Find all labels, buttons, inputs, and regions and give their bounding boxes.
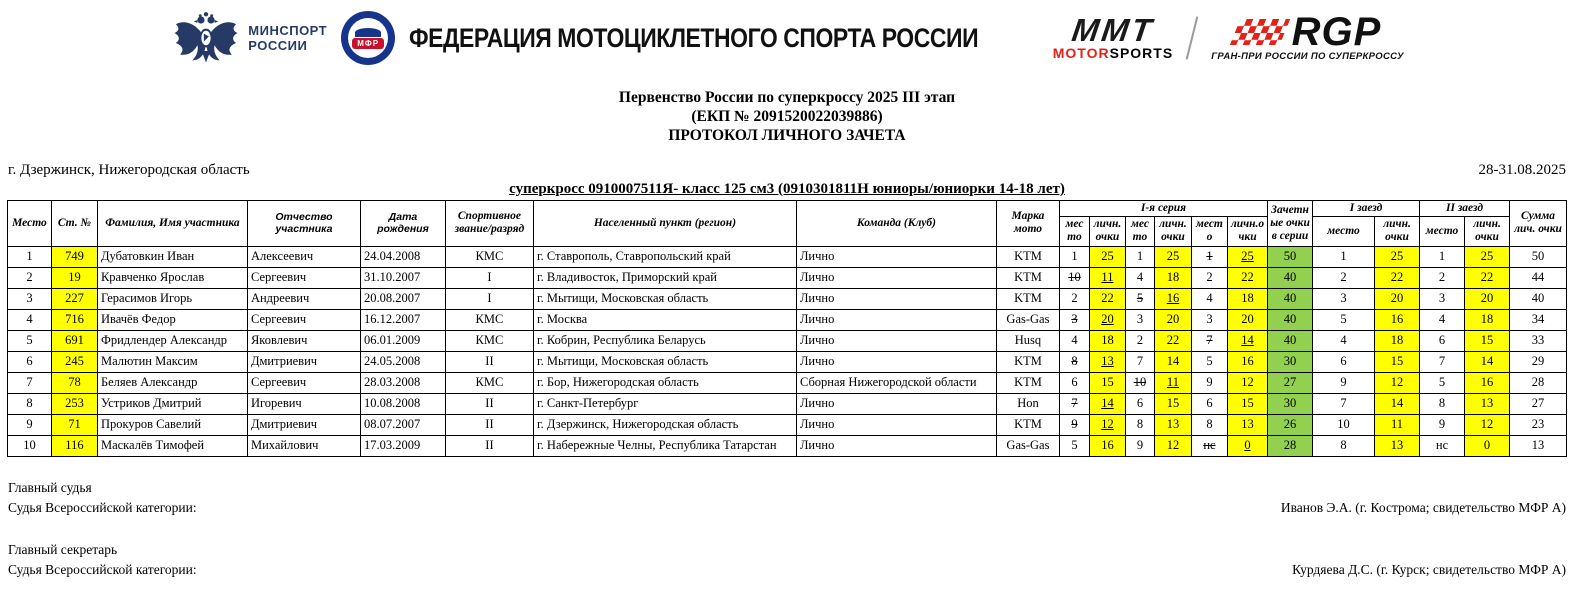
judge-category: Судья Всероссийской категории:	[8, 499, 197, 515]
cell-patronymic: Михайлович	[247, 435, 360, 456]
col-city: Населенный пункт (регион)	[533, 201, 796, 247]
table-header	[7, 201, 1566, 247]
table-row	[7, 351, 1566, 372]
col-heat3-points: личн.очки	[1227, 217, 1267, 246]
cell-race2-points: 25	[1465, 246, 1510, 267]
cell-heat2-place: 6	[1125, 393, 1154, 414]
cell-team: Лично	[796, 351, 996, 372]
cell-race1-place: 4	[1313, 330, 1375, 351]
cell-name: Малютин Максим	[97, 351, 247, 372]
cell-series-points: 40	[1268, 267, 1313, 288]
cell-heat2-points: 22	[1154, 330, 1191, 351]
col-start-number: Ст. №	[51, 201, 97, 247]
col-heat2-points: личн. очки	[1154, 217, 1191, 246]
cell-heat1-points: 13	[1089, 351, 1125, 372]
cell-birthdate: 24.05.2008	[360, 351, 445, 372]
results-tbody	[7, 246, 1566, 456]
cell-moto: Gas-Gas	[996, 435, 1059, 456]
cell-race2-points: 0	[1465, 435, 1510, 456]
cell-name: Устриков Дмитрий	[97, 393, 247, 414]
col-rank: Спортивное звание/разряд	[445, 201, 533, 247]
cell-start-number: 227	[51, 288, 97, 309]
cell-race2-points: 16	[1465, 372, 1510, 393]
cell-heat3-place: 9	[1191, 372, 1227, 393]
cell-heat1-points: 11	[1089, 267, 1125, 288]
cell-heat2-points: 15	[1154, 393, 1191, 414]
cell-heat2-points: 13	[1154, 414, 1191, 435]
cell-heat1-place: 10	[1059, 267, 1089, 288]
cell-heat3-place: 2	[1191, 267, 1227, 288]
cell-city: г. Мытищи, Московская область	[533, 288, 796, 309]
cell-heat2-points: 14	[1154, 351, 1191, 372]
cell-team: Лично	[796, 414, 996, 435]
cell-patronymic: Дмитриевич	[247, 414, 360, 435]
cell-race2-place: 9	[1420, 414, 1465, 435]
col-team: Команда (Клуб)	[796, 201, 996, 247]
cell-heat2-place: 4	[1125, 267, 1154, 288]
cell-name: Маскалёв Тимофей	[97, 435, 247, 456]
cell-heat3-place: 6	[1191, 393, 1227, 414]
cell-heat2-place: 8	[1125, 414, 1154, 435]
cell-place: 4	[7, 309, 51, 330]
cell-heat1-points: 15	[1089, 372, 1125, 393]
cell-city: г. Набережные Челны, Республика Татарстан	[533, 435, 796, 456]
cell-patronymic: Сергеевич	[247, 372, 360, 393]
cell-heat3-points: 16	[1227, 351, 1267, 372]
cell-race1-points: 13	[1375, 435, 1420, 456]
cell-birthdate: 24.04.2008	[360, 246, 445, 267]
cell-place: 10	[7, 435, 51, 456]
logo-divider	[1186, 16, 1199, 59]
cell-heat1-place: 5	[1059, 435, 1089, 456]
cell-heat3-points: 13	[1227, 414, 1267, 435]
document-title-block	[0, 88, 1574, 145]
cell-race1-place: 3	[1313, 288, 1375, 309]
cell-heat3-place: 7	[1191, 330, 1227, 351]
cell-series-points: 30	[1268, 393, 1313, 414]
cell-race2-place: 7	[1420, 351, 1465, 372]
cell-race1-place: 10	[1313, 414, 1375, 435]
cell-heat3-place: нс	[1191, 435, 1227, 456]
minsport-wordmark: МИНСПОРТ РОССИИ	[248, 23, 328, 53]
cell-heat2-points: 12	[1154, 435, 1191, 456]
col-place: Место	[7, 201, 51, 247]
cell-race2-place: 1	[1420, 246, 1465, 267]
cell-birthdate: 16.12.2007	[360, 309, 445, 330]
cell-name: Беляев Александр	[97, 372, 247, 393]
cell-race1-points: 20	[1375, 288, 1420, 309]
cell-birthdate: 08.07.2007	[360, 414, 445, 435]
cell-total-points: 13	[1510, 435, 1567, 456]
cell-series-points: 40	[1268, 309, 1313, 330]
cell-total-points: 29	[1510, 351, 1567, 372]
table-row	[7, 288, 1566, 309]
cell-birthdate: 28.03.2008	[360, 372, 445, 393]
cell-start-number: 245	[51, 351, 97, 372]
cell-place: 6	[7, 351, 51, 372]
cell-moto: Hon	[996, 393, 1059, 414]
cell-race2-place: 3	[1420, 288, 1465, 309]
cell-name: Ивачёв Федор	[97, 309, 247, 330]
cell-race1-points: 25	[1375, 246, 1420, 267]
cell-place: 3	[7, 288, 51, 309]
cell-heat2-place: 10	[1125, 372, 1154, 393]
cell-rank: КМС	[445, 246, 533, 267]
secretary-title: Главный секретарь	[8, 541, 118, 557]
cell-heat3-place: 5	[1191, 351, 1227, 372]
meta-row	[0, 162, 1574, 179]
judge-title: Главный судья	[8, 479, 92, 495]
cell-heat3-points: 14	[1227, 330, 1267, 351]
minsport-logo	[170, 9, 327, 67]
cell-heat2-points: 11	[1154, 372, 1191, 393]
cell-total-points: 27	[1510, 393, 1567, 414]
col-heat1-place: место	[1059, 217, 1089, 246]
cell-team: Лично	[796, 309, 996, 330]
cell-rank: I	[445, 267, 533, 288]
mmt-motorsports-logo	[1052, 12, 1174, 61]
cell-heat1-points: 12	[1089, 414, 1125, 435]
cell-heat1-points: 18	[1089, 330, 1125, 351]
secretary-category: Судья Всероссийской категории:	[8, 561, 197, 577]
table-row	[7, 372, 1566, 393]
cell-rank: II	[445, 435, 533, 456]
cell-start-number: 78	[51, 372, 97, 393]
cell-team: Сборная Нижегородской области	[796, 372, 996, 393]
cell-race1-place: 2	[1313, 267, 1375, 288]
cell-heat1-points: 22	[1089, 288, 1125, 309]
cell-race1-points: 16	[1375, 309, 1420, 330]
cell-race2-place: 8	[1420, 393, 1465, 414]
col-heat3-place: место	[1191, 217, 1227, 246]
cell-heat2-place: 5	[1125, 288, 1154, 309]
cell-place: 7	[7, 372, 51, 393]
cell-moto: KTM	[996, 414, 1059, 435]
cell-heat2-points: 18	[1154, 267, 1191, 288]
cell-heat3-points: 25	[1227, 246, 1267, 267]
cell-start-number: 71	[51, 414, 97, 435]
cell-heat2-place: 7	[1125, 351, 1154, 372]
cell-city: г. Санкт-Петербург	[533, 393, 796, 414]
cell-rank: КМС	[445, 372, 533, 393]
cell-start-number: 749	[51, 246, 97, 267]
cell-moto: KTM	[996, 267, 1059, 288]
cell-total-points: 34	[1510, 309, 1567, 330]
cell-name: Прокуров Савелий	[97, 414, 247, 435]
judge-name: Иванов Э.А. (г. Кострома; свидетельство МФР А)	[1280, 499, 1566, 515]
cell-heat1-points: 25	[1089, 246, 1125, 267]
cell-start-number: 19	[51, 267, 97, 288]
cell-start-number: 716	[51, 309, 97, 330]
cell-city: г. Владивосток, Приморский край	[533, 267, 796, 288]
col-total-points: Сумма лич. очки	[1510, 201, 1567, 247]
cell-heat3-place: 8	[1191, 414, 1227, 435]
cell-series-points: 40	[1268, 330, 1313, 351]
col-race2-place: место	[1420, 217, 1465, 246]
cell-race2-points: 12	[1465, 414, 1510, 435]
cell-rank: II	[445, 414, 533, 435]
secretary-name: Курдяева Д.С. (г. Курск; свидетельство МФР А)	[1292, 561, 1566, 577]
cell-heat1-place: 6	[1059, 372, 1089, 393]
cell-total-points: 33	[1510, 330, 1567, 351]
cell-moto: Husq	[996, 330, 1059, 351]
class-subtitle: суперкросс 0910007511Я- класс 125 см3 (0910301811Н юниоры/юниорки 14-18 лет)	[509, 181, 1065, 197]
cell-total-points: 40	[1510, 288, 1567, 309]
cell-heat1-points: 16	[1089, 435, 1125, 456]
fmsr-emblem-icon	[341, 11, 395, 65]
col-name: Фамилия, Имя участника	[97, 201, 247, 247]
cell-race2-place: 2	[1420, 267, 1465, 288]
mmt-sports-text: SPORTS	[1109, 45, 1174, 61]
cell-patronymic: Яковлевич	[247, 330, 360, 351]
cell-race2-points: 20	[1465, 288, 1510, 309]
cell-city: г. Кобрин, Республика Беларусь	[533, 330, 796, 351]
cell-heat1-place: 4	[1059, 330, 1089, 351]
col-patronymic: Отчество участника	[247, 201, 360, 247]
cell-heat3-points: 15	[1227, 393, 1267, 414]
cell-moto: KTM	[996, 372, 1059, 393]
cell-heat3-points: 12	[1227, 372, 1267, 393]
cell-heat3-points: 0	[1227, 435, 1267, 456]
minsport-eagle-icon	[170, 9, 242, 67]
cell-rank: II	[445, 393, 533, 414]
cell-heat2-place: 1	[1125, 246, 1154, 267]
cell-team: Лично	[796, 393, 996, 414]
cell-place: 8	[7, 393, 51, 414]
cell-race1-place: 6	[1313, 351, 1375, 372]
cell-moto: Gas-Gas	[996, 309, 1059, 330]
cell-rank: I	[445, 288, 533, 309]
cell-patronymic: Игоревич	[247, 393, 360, 414]
ekp-number: (ЕКП № 2091520022039886)	[691, 108, 883, 125]
cell-series-points: 30	[1268, 351, 1313, 372]
event-location: г. Дзержинск, Нижегородская область	[8, 162, 250, 178]
rgp-wordmark: RGP	[1291, 9, 1382, 54]
cell-total-points: 23	[1510, 414, 1567, 435]
fmsr-wing-shape	[355, 28, 381, 37]
col-race1-points: личн. очки	[1375, 217, 1420, 246]
signatures	[0, 478, 1574, 580]
cell-race1-points: 22	[1375, 267, 1420, 288]
cell-race2-points: 15	[1465, 330, 1510, 351]
cell-team: Лично	[796, 288, 996, 309]
cell-city: г. Дзержинск, Нижегородская область	[533, 414, 796, 435]
cell-heat1-place: 3	[1059, 309, 1089, 330]
cell-heat3-place: 3	[1191, 309, 1227, 330]
cell-series-points: 26	[1268, 414, 1313, 435]
cell-race2-points: 18	[1465, 309, 1510, 330]
rgp-tagline: ГРАН-ПРИ РОССИИ ПО СУПЕРКРОССУ	[1211, 50, 1404, 62]
cell-series-points: 50	[1268, 246, 1313, 267]
col-birthdate: Дата рождения	[360, 201, 445, 247]
cell-start-number: 253	[51, 393, 97, 414]
cell-moto: KTM	[996, 288, 1059, 309]
cell-race1-points: 14	[1375, 393, 1420, 414]
cell-heat3-points: 20	[1227, 309, 1267, 330]
cell-series-points: 27	[1268, 372, 1313, 393]
cell-start-number: 116	[51, 435, 97, 456]
cell-race1-points: 11	[1375, 414, 1420, 435]
cell-heat2-place: 9	[1125, 435, 1154, 456]
cell-team: Лично	[796, 330, 996, 351]
col-group-race2: II заезд	[1420, 201, 1510, 217]
federation-title: ФЕДЕРАЦИЯ МОТОЦИКЛЕТНОГО СПОРТА РОССИИ	[409, 22, 979, 53]
cell-race1-place: 7	[1313, 393, 1375, 414]
cell-birthdate: 10.08.2008	[360, 393, 445, 414]
cell-team: Лично	[796, 267, 996, 288]
cell-heat1-points: 20	[1089, 309, 1125, 330]
rgp-logo	[1211, 9, 1404, 62]
cell-birthdate: 20.08.2007	[360, 288, 445, 309]
cell-heat1-points: 14	[1089, 393, 1125, 414]
col-heat1-points: личн. очки	[1089, 217, 1125, 246]
cell-heat1-place: 7	[1059, 393, 1089, 414]
cell-heat3-place: 1	[1191, 246, 1227, 267]
cell-name: Дубатовкин Иван	[97, 246, 247, 267]
cell-heat1-place: 2	[1059, 288, 1089, 309]
cell-patronymic: Сергеевич	[247, 309, 360, 330]
col-group-series: I-я серия	[1059, 201, 1267, 217]
table-row	[7, 309, 1566, 330]
cell-city: г. Мытищи, Московская область	[533, 351, 796, 372]
cell-heat2-points: 20	[1154, 309, 1191, 330]
mmt-mark: MMT	[1069, 12, 1157, 48]
cell-heat2-points: 25	[1154, 246, 1191, 267]
cell-race2-points: 14	[1465, 351, 1510, 372]
cell-total-points: 50	[1510, 246, 1567, 267]
cell-race1-place: 5	[1313, 309, 1375, 330]
cell-start-number: 691	[51, 330, 97, 351]
cell-moto: KTM	[996, 246, 1059, 267]
cell-rank: КМС	[445, 330, 533, 351]
table-row	[7, 267, 1566, 288]
cell-series-points: 40	[1268, 288, 1313, 309]
cell-heat2-place: 2	[1125, 330, 1154, 351]
cell-race1-place: 1	[1313, 246, 1375, 267]
results-table	[7, 200, 1567, 457]
cell-city: г. Бор, Нижегородская область	[533, 372, 796, 393]
cell-race2-place: 4	[1420, 309, 1465, 330]
protocol-title: ПРОТОКОЛ ЛИЧНОГО ЗАЧЕТА	[668, 127, 906, 144]
cell-birthdate: 31.10.2007	[360, 267, 445, 288]
cell-place: 1	[7, 246, 51, 267]
cell-team: Лично	[796, 246, 996, 267]
cell-race2-points: 13	[1465, 393, 1510, 414]
cell-race1-points: 18	[1375, 330, 1420, 351]
cell-race1-points: 12	[1375, 372, 1420, 393]
col-race1-place: место	[1313, 217, 1375, 246]
col-race2-points: личн. очки	[1465, 217, 1510, 246]
cell-heat2-place: 3	[1125, 309, 1154, 330]
table-row	[7, 435, 1566, 456]
cell-birthdate: 06.01.2009	[360, 330, 445, 351]
cell-place: 2	[7, 267, 51, 288]
cell-name: Фридлендер Александр	[97, 330, 247, 351]
cell-patronymic: Алексеевич	[247, 246, 360, 267]
cell-name: Кравченко Ярослав	[97, 267, 247, 288]
cell-heat1-place: 1	[1059, 246, 1089, 267]
col-moto: Марка мото	[996, 201, 1059, 247]
table-row	[7, 393, 1566, 414]
cell-rank: II	[445, 351, 533, 372]
cell-race2-place: нс	[1420, 435, 1465, 456]
cell-heat3-place: 4	[1191, 288, 1227, 309]
cell-moto: KTM	[996, 351, 1059, 372]
fmsr-abbr: МФР	[352, 38, 384, 49]
logos-row	[0, 6, 1574, 70]
event-date: 28-31.08.2025	[1478, 162, 1566, 178]
cell-heat1-place: 8	[1059, 351, 1089, 372]
cell-name: Герасимов Игорь	[97, 288, 247, 309]
cell-patronymic: Андреевич	[247, 288, 360, 309]
cell-city: г. Ставрополь, Ставропольский край	[533, 246, 796, 267]
cell-heat2-points: 16	[1154, 288, 1191, 309]
table-row	[7, 246, 1566, 267]
cell-team: Лично	[796, 435, 996, 456]
cell-heat3-points: 22	[1227, 267, 1267, 288]
cell-race2-points: 22	[1465, 267, 1510, 288]
cell-total-points: 28	[1510, 372, 1567, 393]
cell-patronymic: Сергеевич	[247, 267, 360, 288]
cell-heat1-place: 9	[1059, 414, 1089, 435]
col-group-race1: I заезд	[1313, 201, 1420, 217]
table-row	[7, 414, 1566, 435]
cell-series-points: 28	[1268, 435, 1313, 456]
cell-race1-points: 15	[1375, 351, 1420, 372]
cell-rank: КМС	[445, 309, 533, 330]
mmt-motor-text: MOTOR	[1052, 45, 1110, 61]
cell-race2-place: 5	[1420, 372, 1465, 393]
cell-place: 9	[7, 414, 51, 435]
cell-city: г. Москва	[533, 309, 796, 330]
cell-patronymic: Дмитриевич	[247, 351, 360, 372]
col-heat2-place: место	[1125, 217, 1154, 246]
cell-place: 5	[7, 330, 51, 351]
cell-total-points: 44	[1510, 267, 1567, 288]
cell-race2-place: 6	[1420, 330, 1465, 351]
table-row	[7, 330, 1566, 351]
col-series-points: Зачетные очки в серии	[1268, 201, 1313, 247]
cell-heat3-points: 18	[1227, 288, 1267, 309]
cell-birthdate: 17.03.2009	[360, 435, 445, 456]
checkered-flag-icon	[1228, 18, 1291, 46]
event-title: Первенство России по суперкроссу 2025 III этап	[618, 89, 956, 106]
cell-race1-place: 9	[1313, 372, 1375, 393]
cell-race1-place: 8	[1313, 435, 1375, 456]
